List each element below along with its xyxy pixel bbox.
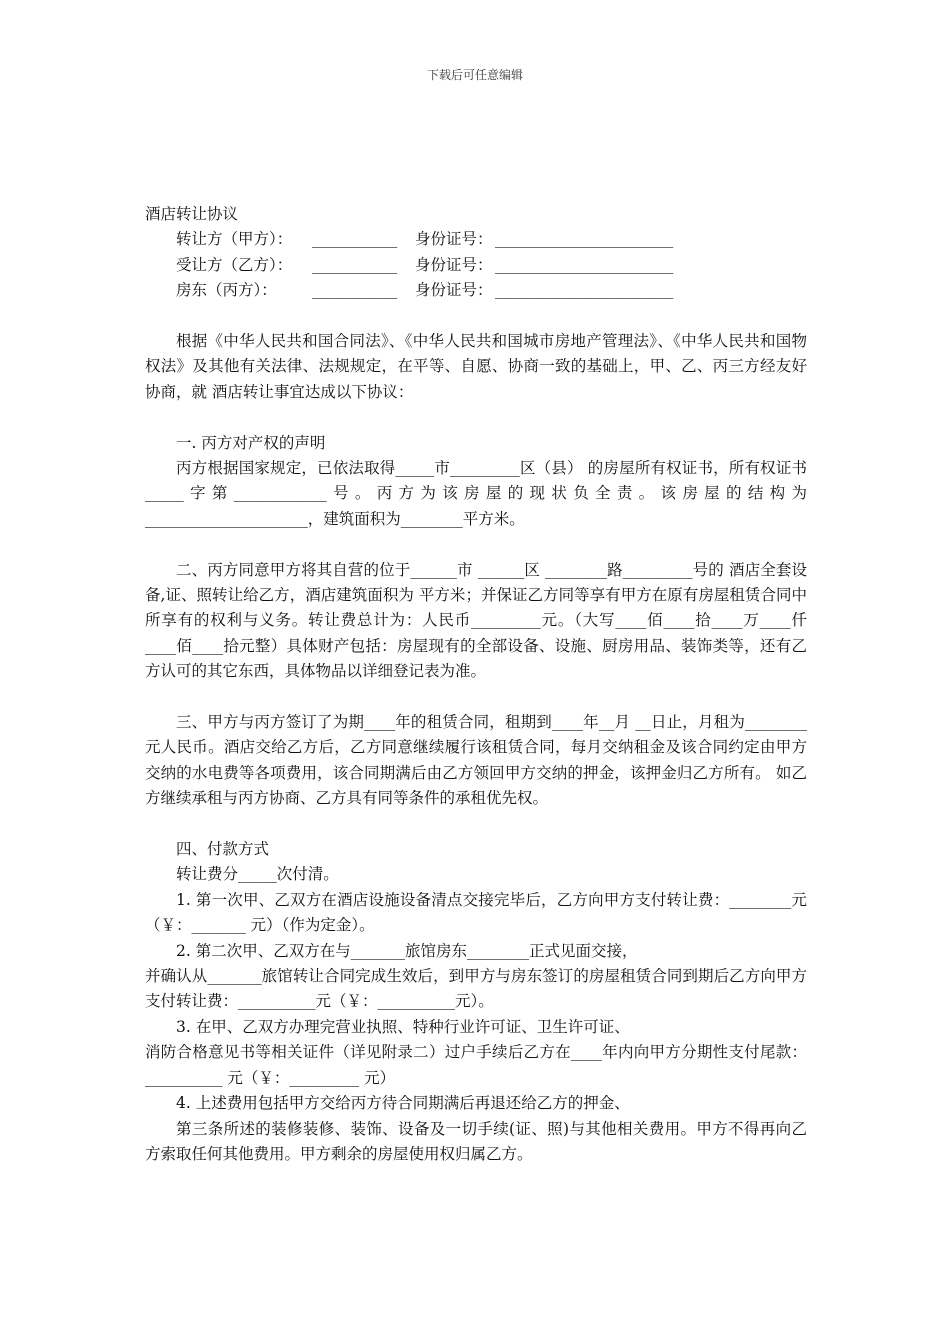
- id-label: 身份证号：: [415, 281, 493, 300]
- payment-item-4-line-1: 4. 上述费用包括甲方交给丙方待合同期满后再退还给乙方的押金、: [176, 1094, 630, 1113]
- party-name-blank: ___________: [312, 281, 398, 300]
- intro-paragraph: 根据《中华人民共和国合同法》、《中华人民共和国城市房地产管理法》、《中华人民共和国物权法》及其他有关法律、法规规定，在平等、自愿、协商一致的基础上，甲、乙、丙三方经友好协商，就 酒店转让事宜达成以下协议：: [145, 331, 807, 401]
- party-label: 受让方（乙方）：: [176, 255, 293, 274]
- party-row-landlord: [145, 278, 807, 303]
- id-label: 身份证号：: [415, 255, 493, 274]
- document-title: 酒店转让协议: [145, 205, 239, 223]
- party-label: 房东（丙方）：: [176, 281, 277, 300]
- id-label: 身份证号：: [415, 230, 493, 249]
- id-number-blank: _______________________: [495, 255, 674, 274]
- payment-item-3-line-2: 消防合格意见书等相关证件（详见附录二）过户手续后乙方在____年内向甲方分期性支付尾款：__________ 元（￥：_________ 元）: [145, 1043, 807, 1087]
- section-2-body: 二、丙方同意甲方将其自营的位于______市 ______区 ________路_________号的 酒店全套设备,证、照转让给乙方，酒店建筑面积为 平方米；并保证乙方同等享有甲方在原有房屋租赁合同中所享有的权利与义务。转让费总计为：人民币_________元。（大写____佰____拾____万____仟____佰____拾元整）具体财产包括：房屋现有的全部设备、设施、厨房用品、装饰类等，还有乙方认可的其它东西，具体物品以详细登记表为准。: [145, 560, 807, 681]
- payment-item-1: 1. 第一次甲、乙双方在酒店设施设备清点交接完毕后，乙方向甲方支付转让费：________元（￥：_______ 元）（作为定金）。: [145, 890, 807, 935]
- payment-item-3-line-1: 3. 在甲、乙双方办理完营业执照、特种行业许可证、卫生许可证、: [176, 1017, 630, 1036]
- payment-item-2-line-2: 并确认从_______旅馆转让合同完成生效后，到甲方与房东签订的房屋租赁合同到期后乙方向甲方支付转让费：__________元（￥：__________元）。: [145, 967, 807, 1011]
- party-row-transferor: [145, 227, 807, 252]
- party-name-blank: ___________: [312, 230, 398, 249]
- id-number-blank: _______________________: [495, 230, 674, 249]
- section-1-body: 丙方根据国家规定，已依法取得_____市_________区（县） 的房屋所有权证书，所有权证书_____字第____________号。丙方为该房屋的现状负全责。该房屋的结构为 _____________________，建筑面积为________平方米。: [145, 458, 807, 528]
- id-number-blank: _______________________: [495, 281, 674, 300]
- party-label: 转让方（甲方）：: [176, 230, 293, 249]
- party-name-blank: ___________: [312, 255, 398, 274]
- page-header: 下载后可任意编辑: [426, 68, 523, 82]
- payment-item-2-line-1: 2. 第二次甲、乙双方在与_______旅馆房东________正式见面交接，: [176, 941, 638, 960]
- payment-item-4-line-2: 第三条所述的装修装修、装饰、设备及一切手续(证、照)与其他相关费用。甲方不得再向乙方索取任何其他费用。甲方剩余的房屋使用权归属乙方。: [145, 1119, 807, 1163]
- section-4-title: 四、付款方式: [176, 840, 270, 859]
- payment-installments: 转让费分_____次付清。: [176, 865, 339, 884]
- section-3-body: 三、甲方与丙方签订了为期____年的租赁合同，租期到____年__月 __日止，月租为________元人民币。酒店交给乙方后，乙方同意继续履行该租赁合同，每月交纳租金及该合同约定由甲方交纳的水电费等各项费用，该合同期满后由乙方领回甲方交纳的押金，该押金归乙方所有。 如乙方继续承租与丙方协商、乙方具有同等条件的承租优先权。: [145, 713, 807, 808]
- section-1-title: 一. 丙方对产权的声明: [176, 433, 326, 452]
- document-body: [145, 202, 807, 1167]
- party-row-transferee: [145, 253, 807, 278]
